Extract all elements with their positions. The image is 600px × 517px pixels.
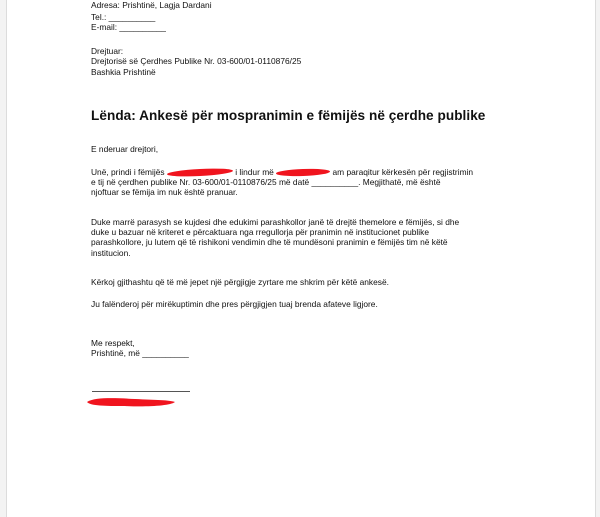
sender-address: Adresa: Prishtinë, Lagja Dardani [91, 0, 212, 10]
paragraph-justification [91, 217, 533, 258]
paragraph-response-request: Kërkoj gjithashtu që të më jepet një përgjigje zyrtare me shkrim për këtë ankesë. [91, 277, 389, 287]
sender-phone: Tel.: __________ [91, 12, 156, 22]
paragraph-justification-line: duke u bazuar në kriteret e përcaktuara nga rregullorja për pranimin në institucionet publike [91, 227, 429, 238]
recipient-label: Drejtuar: [91, 46, 124, 56]
document-page [6, 0, 596, 517]
paragraph-request-line-2: e tij në çerdhen publike Nr. 03-600/01-0110876/25 më datë __________. Megjithatë, më është [91, 177, 441, 188]
sender-email: E-mail: __________ [91, 22, 166, 32]
signature-line [92, 391, 190, 392]
paragraph-request-text-a: Unë, prindi i fëmijës [91, 167, 165, 177]
paragraph-request-text-c: am paraqitur kërkesën për regjistrimin [332, 167, 474, 177]
salutation: E nderuar drejtori, [91, 144, 159, 154]
redaction-mark-signature [85, 396, 177, 408]
paragraph-thanks: Ju falënderoj për mirëkuptimin dhe pres përgjigjen tuaj brenda afateve ligjore. [91, 299, 378, 309]
paragraph-justification-line: parashkollore, ju lutem që të rishikoni vendimin dhe të mundësoni pranimin e fëmijës tim në këtë [91, 237, 448, 248]
recipient-institution: Drejtorisë së Çerdhes Publike Nr. 03-600/01-0110876/25 [91, 56, 302, 66]
paragraph-request-line-1 [91, 167, 533, 177]
recipient-municipality: Bashkia Prishtinë [91, 67, 156, 77]
redaction-mark-birth-date [276, 168, 330, 177]
letter-subject: Lënda: Ankesë për mospranimin e fëmijës në çerdhe publike [91, 108, 486, 123]
closing-place-date: Prishtinë, më __________ [91, 348, 189, 358]
paragraph-request-line-3: njoftuar se fëmija im nuk është pranuar. [91, 187, 238, 198]
paragraph-justification-line: institucion. [91, 247, 131, 258]
paragraph-justification-line: Duke marrë parasysh se kujdesi dhe edukimi parashkollor janë të drejtë themelore e fëmijës, si dhe [91, 217, 460, 227]
paragraph-request [91, 167, 533, 198]
closing-regards: Me respekt, [91, 338, 135, 348]
paragraph-request-text-b: i lindur më [235, 167, 274, 177]
